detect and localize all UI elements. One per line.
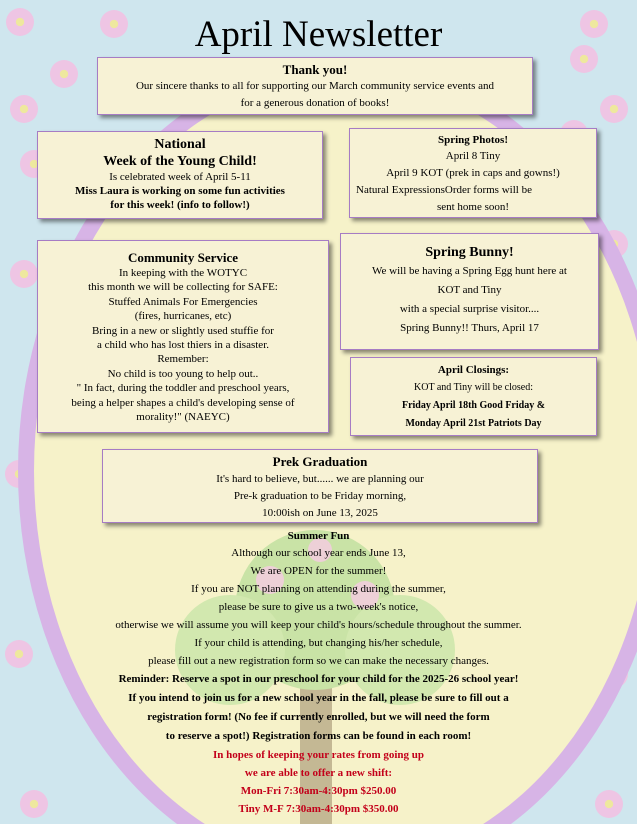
prek-graduation-text: It's hard to believe, but...... we are planning our: [216, 473, 424, 485]
spring-photos-text: April 8 Tiny: [445, 150, 501, 162]
flower-icon: [10, 260, 38, 288]
april-closings-text: Friday April 18th Good Friday &: [401, 400, 546, 411]
community-service-text: No child is too young to help out..: [107, 367, 259, 380]
prek-graduation-heading: Prek Graduation: [272, 454, 368, 469]
spring-bunny-text: KOT and Tiny: [437, 284, 502, 296]
summer-fun-text: If your child is attending, but changing his/her schedule,: [194, 637, 443, 649]
community-service-text: a child who has lost thiers in a disaster.: [97, 339, 269, 352]
prek-graduation-box: [102, 449, 538, 523]
new-shift-text: we are able to offer a new shift:: [244, 767, 393, 779]
community-service-text: Stuffed Animals For Emergencies: [108, 295, 258, 308]
flower-icon: [50, 60, 78, 88]
community-service-text: (fires, hurricanes, etc): [134, 310, 232, 323]
april-closings-text: KOT and Tiny will be closed:: [414, 382, 533, 393]
community-service-text: " In fact, during the toddler and preschool years,: [76, 382, 290, 395]
wotyc-box: [37, 131, 323, 219]
new-shift-text: In hopes of keeping your rates from going up: [212, 749, 425, 761]
spring-bunny-heading: Spring Bunny!: [425, 245, 514, 260]
new-shift-rate: Tiny M-F 7:30am-4:30pm $350.00: [238, 803, 399, 815]
thank-you-text: for a generous donation of books!: [240, 97, 390, 109]
prek-graduation-text: Pre-k graduation to be Friday morning,: [233, 490, 407, 502]
wotyc-heading: Week of the Young Child!: [103, 154, 257, 169]
summer-fun-text: otherwise we will assume you will keep your child's hours/schedule throughout the summer.: [115, 619, 522, 631]
summer-fun-section: [0, 528, 637, 818]
community-service-text: In keeping with the WOTYC: [118, 267, 248, 279]
spring-photos-text: Natural ExpressionsOrder forms will be: [356, 184, 532, 196]
flower-icon: [10, 95, 38, 123]
newsletter-title: April Newsletter: [194, 14, 443, 55]
community-service-text: being a helper shapes a child's developing sense of: [71, 396, 295, 409]
community-service-text: Bring in a new or slightly used stuffie for: [92, 324, 274, 337]
reminder-text: registration form! (No fee if currently enrolled, but we will need the form: [147, 711, 490, 723]
spring-bunny-text: Spring Bunny!! Thurs, April 17: [400, 322, 539, 334]
wotyc-text: Is celebrated week of April 5-11: [109, 171, 251, 183]
wotyc-text: for this week! (info to follow!): [110, 199, 250, 211]
reminder-text: to reserve a spot!) Registration forms can be found in each room!: [165, 730, 472, 742]
summer-fun-text: If you are NOT planning on attending during the summer,: [191, 583, 446, 595]
wotyc-text: Miss Laura is working on some fun activities: [75, 185, 285, 197]
thank-you-box: [97, 57, 533, 115]
spring-photos-text: sent home soon!: [436, 201, 510, 213]
summer-fun-text: We are OPEN for the summer!: [250, 565, 387, 577]
reminder-text: If you intend to join us for a new school year in the fall, please be sure to fill out a: [128, 692, 509, 704]
community-service-text: Remember:: [157, 353, 209, 366]
new-shift-rate: Mon-Fri 7:30am-4:30pm $250.00: [240, 785, 397, 797]
flower-icon: [600, 95, 628, 123]
april-closings-box: [350, 357, 597, 436]
reminder-text: Reminder: Reserve a spot in our preschool for your child for the 2025-26 school year!: [118, 673, 519, 685]
april-closings-text: Monday April 21st Patriots Day: [405, 418, 542, 429]
prek-graduation-text: 10:00ish on June 13, 2025: [262, 507, 378, 519]
summer-fun-text: please be sure to give us a two-week's notice,: [218, 601, 419, 613]
community-service-text: this month we will be collecting for SAFE:: [88, 281, 278, 294]
spring-photos-heading: Spring Photos!: [438, 134, 508, 146]
summer-fun-heading: Summer Fun: [287, 530, 350, 542]
april-closings-heading: April Closings:: [437, 364, 510, 376]
wotyc-heading: National: [154, 137, 206, 152]
thank-you-heading: Thank you!: [282, 62, 348, 77]
thank-you-text: Our sincere thanks to all for supporting our March community service events and: [135, 80, 494, 92]
summer-fun-text: please fill out a new registration form so we can make the necessary changes.: [148, 655, 489, 667]
spring-photos-text: April 9 KOT (prek in caps and gowns!): [386, 167, 560, 179]
community-service-text: morality!" (NAEYC): [136, 411, 230, 424]
community-service-heading: Community Service: [127, 250, 239, 265]
spring-photos-box: [349, 128, 597, 218]
summer-fun-text: Although our school year ends June 13,: [231, 547, 406, 559]
spring-bunny-text: We will be having a Spring Egg hunt here at: [372, 265, 567, 277]
spring-bunny-box: [340, 233, 599, 350]
community-service-box: [37, 240, 329, 433]
spring-bunny-text: with a special surprise visitor....: [399, 303, 540, 315]
